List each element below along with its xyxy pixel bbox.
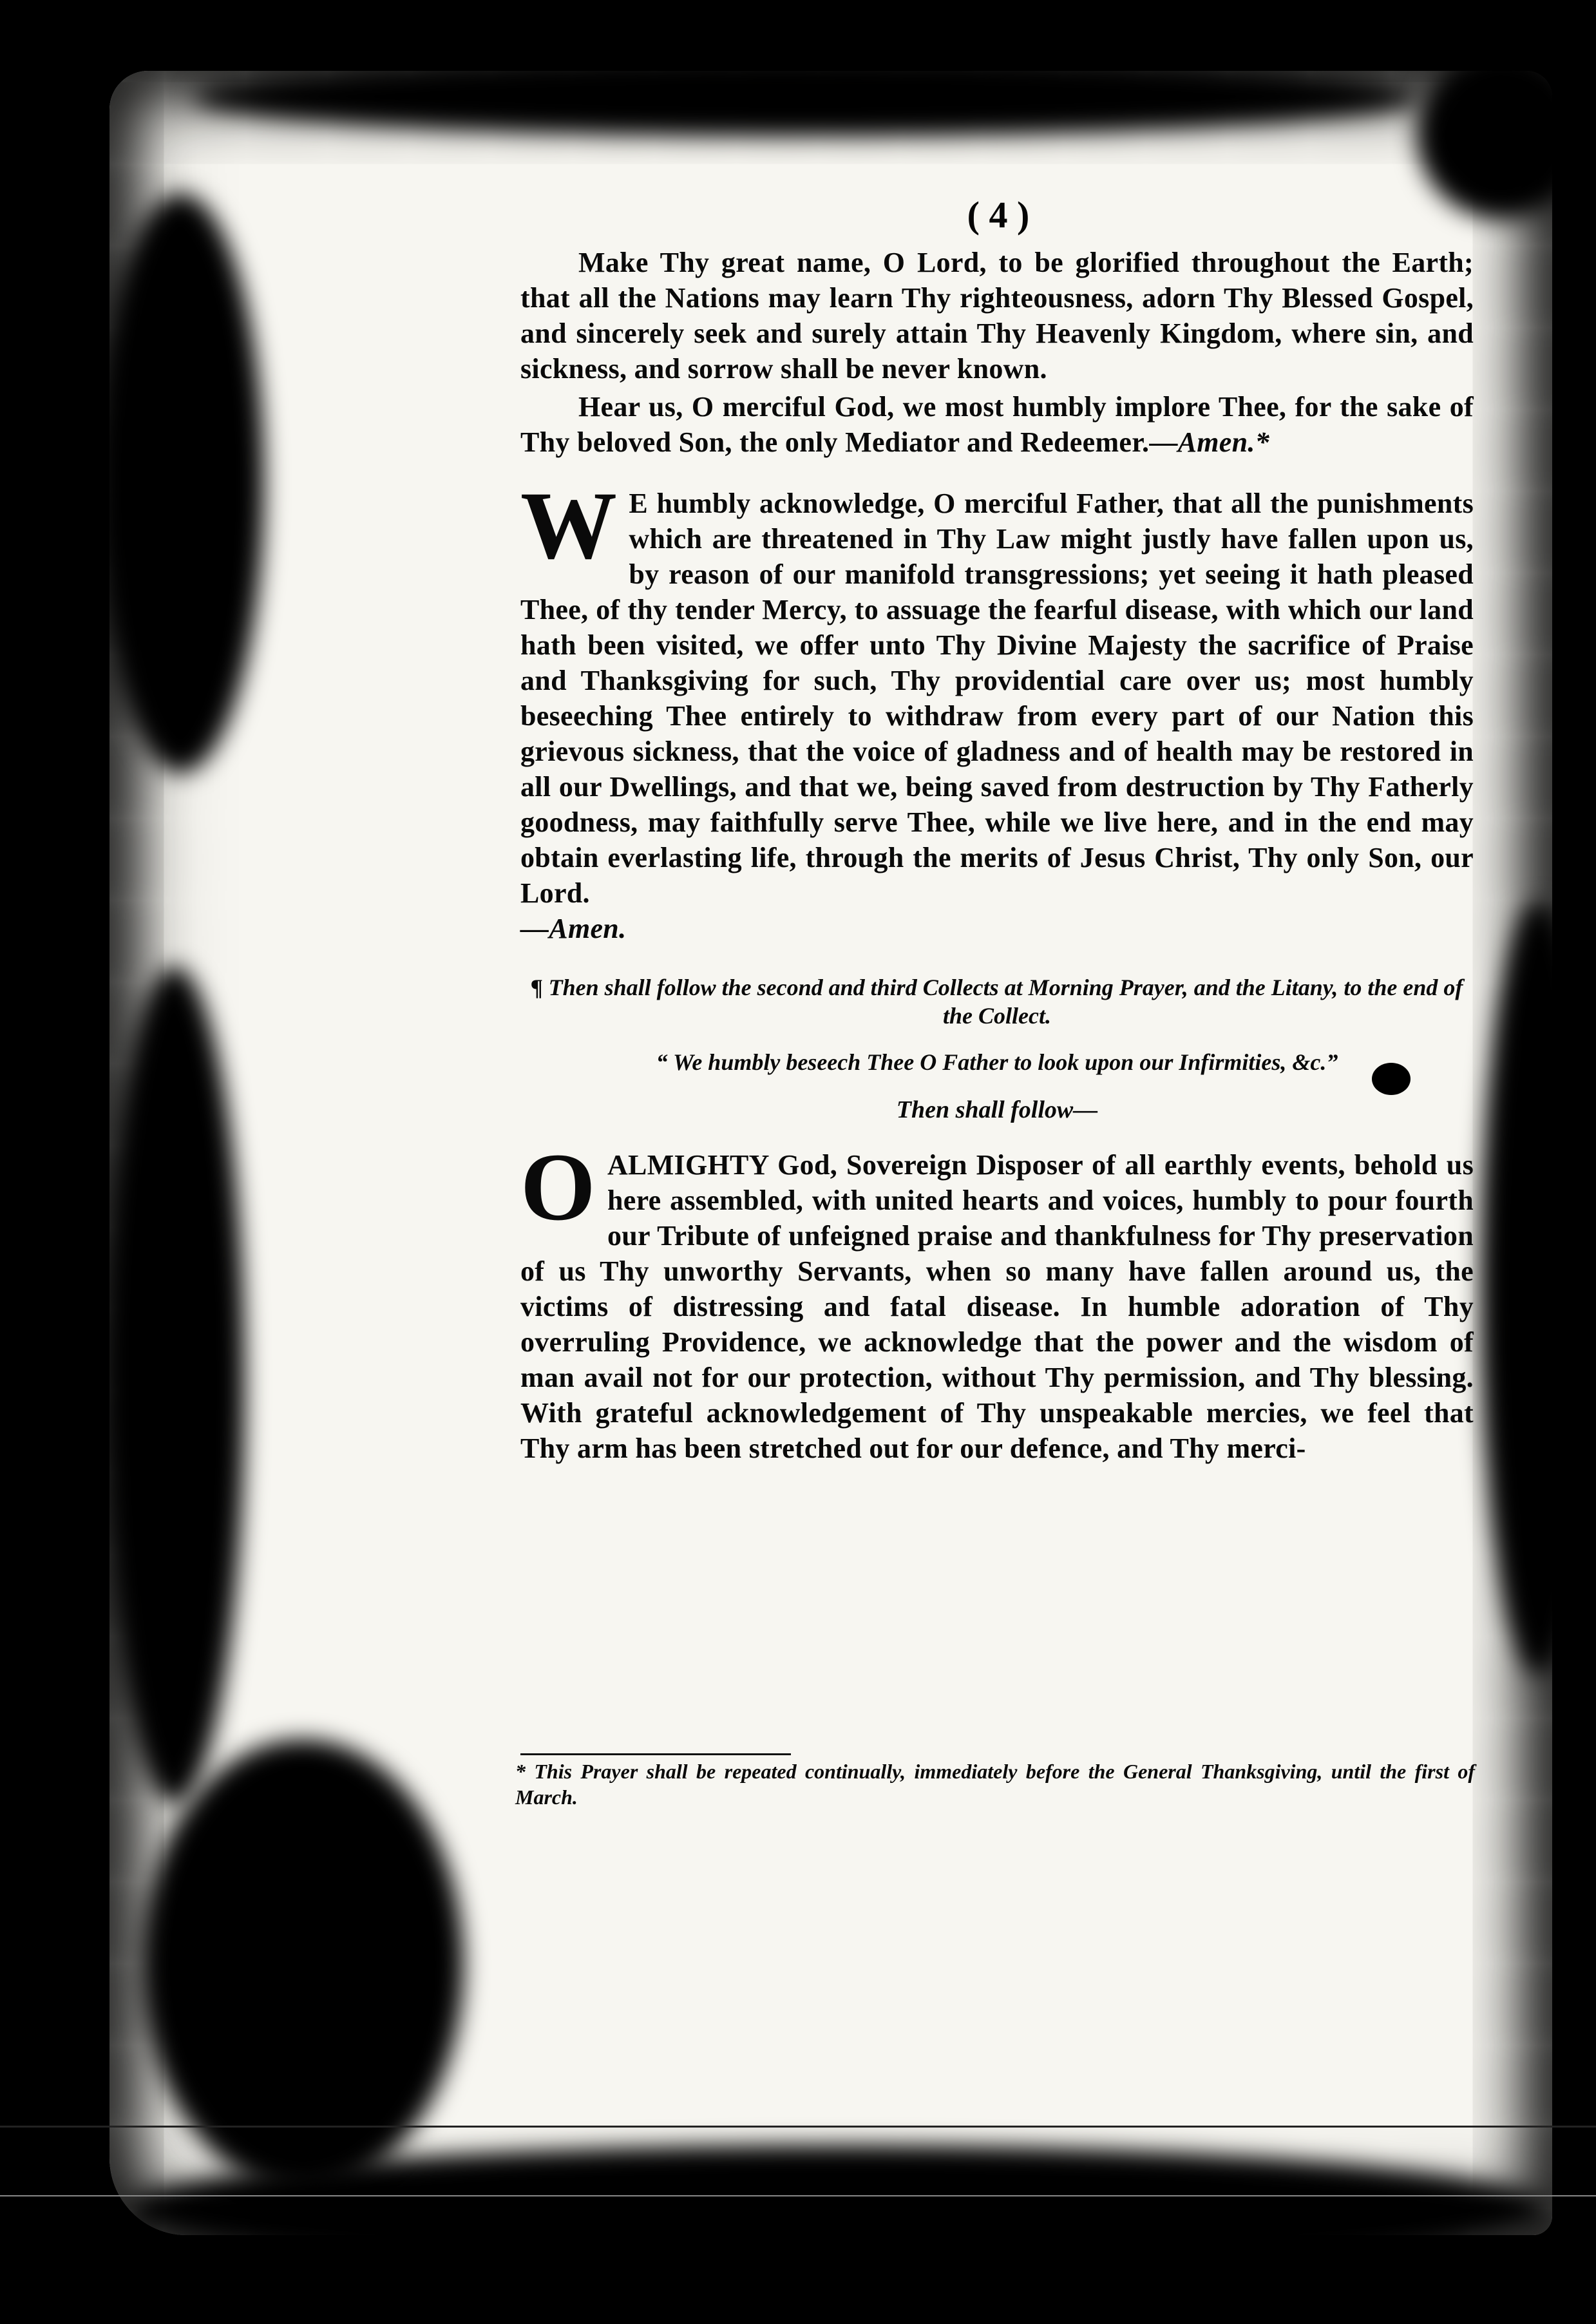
spacer <box>520 1030 1474 1048</box>
ink-blot <box>1372 1063 1411 1095</box>
quoted-collect: “ We humbly beseech Thee O Father to look upon our Infirmities, &c.” <box>656 1049 1338 1075</box>
paragraph-acknowledge <box>520 472 1474 946</box>
spacer <box>520 1076 1474 1096</box>
paragraph-acknowledge-text: E humbly acknowledge, O merciful Father, that all the punishments which are threatened in Thy Law might justly have fallen upon us, by reason of our manifold transgressions; yet seeing it hath pleased Thee, of thy tender Mercy, to assuage the fearful disease, with which our land hath been visited, we offer unto Thy Divine Majesty the sacrifice of Praise and Thanksgiving for such, Thy providential care over us; most humbly beseeching Thee entirely to withdraw from every part of our Nation this grievous sickness, that the voice of gladness and of health may be restored in all our Dwellings, and that we, being saved from destruction by Thy Fatherly goodness, may faithfully serve Thee, while we live here, and in the end may obtain everlasting life, through the merits of Jesus Christ, Thy only Son, our Lord. <box>520 488 1474 909</box>
paragraph-glorify: Make Thy great name, O Lord, to be glorified throughout the Earth; that all the Nations may learn Thy righteousness, adorn Thy Blessed Gospel, and sincerely seek and surely attain Thy Heavenly Kingdom, where sin, and sickness, and sorrow shall be never known. <box>520 247 1474 385</box>
drop-cap-o: O <box>520 1134 596 1241</box>
footnote: * This Prayer shall be repeated continually, immediately before the General Thanksgiving, until the first of March. <box>515 1760 1475 1809</box>
footnote-rule <box>520 1753 791 1755</box>
paragraph-hear-us <box>520 389 1474 460</box>
scan-artifact-line <box>0 2195 1596 2196</box>
drop-cap-w: W <box>520 472 618 579</box>
page-number: ( 4 ) <box>967 194 1030 236</box>
paragraph-hear-us-text: Hear us, O merciful God, we most humbly implore Thee, for the sake of Thy beloved Son, the only Mediator and Redeemer.— <box>520 391 1474 458</box>
amen-marker: Amen.* <box>1177 426 1269 458</box>
body-text-block <box>520 245 1474 1466</box>
paragraph-almighty <box>520 1134 1474 1466</box>
edge-stain-top-right <box>1417 52 1584 219</box>
spacer <box>520 460 1474 486</box>
edge-stain-right <box>1481 902 1596 1675</box>
edge-stain-bottom-left <box>142 1739 464 2190</box>
then-shall-follow: Then shall follow— <box>896 1096 1098 1123</box>
rubric-instruction: ¶ Then shall follow the second and third Collects at Morning Prayer, and the Litany, to the end of the Collect. <box>531 975 1463 1029</box>
edge-stain-top <box>193 58 1417 135</box>
edge-stain-left <box>97 193 264 773</box>
spacer <box>520 946 1474 973</box>
paragraph-almighty-text: ALMIGHTY God, Sovereign Disposer of all earthly events, behold us here assembled, with united hearts and voices, humbly to pour fourth our Tribute of unfeigned praise and thankfulness for Thy preservation of us Thy unworthy Servants, when so many have fallen around us, the victims of distressing and fatal disease. In humble adoration of Thy overruling Providence, we acknowledge that the power and the wisdom of man avail not for our protection, without Thy permission, and Thy blessing. With grateful acknowledgement of Thy unspeakable mercies, we feel that Thy arm has been stretched out for our defence, and Thy merci- <box>520 1149 1474 1464</box>
edge-stain-left-lower <box>103 966 245 1804</box>
scan-artifact-line <box>0 2126 1596 2128</box>
amen-marker: —Amen. <box>520 913 627 944</box>
spacer <box>520 1124 1474 1147</box>
